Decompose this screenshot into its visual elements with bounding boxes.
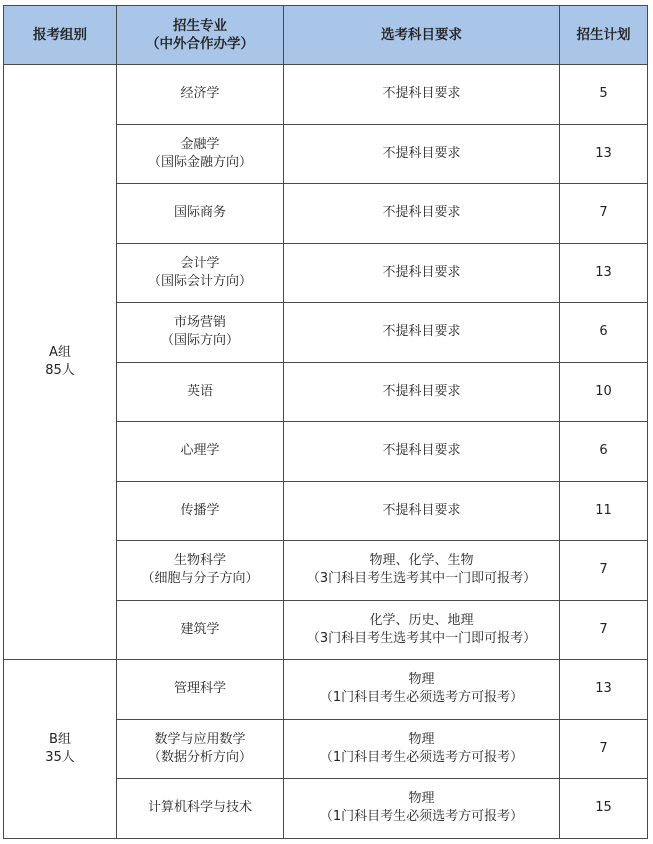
major-text: 市场营销 xyxy=(173,315,226,331)
plan-cell: 10 xyxy=(560,362,648,422)
admission-table xyxy=(3,5,648,839)
group-cell xyxy=(4,65,117,660)
major-text: 数学与应用数学 xyxy=(154,731,246,747)
subject-text: 不提科目要求 xyxy=(382,383,461,399)
major-cell xyxy=(117,243,284,303)
major-text: 金融学 xyxy=(180,136,220,152)
group-name: B组 xyxy=(49,731,71,747)
major-cell xyxy=(117,541,284,601)
subject-cell xyxy=(284,541,560,601)
subject-text: （3门科目考生选考其中一门即可报考） xyxy=(306,630,537,646)
major-text: 经济学 xyxy=(180,86,220,102)
plan-cell: 5 xyxy=(560,65,648,125)
group-cell xyxy=(4,660,117,839)
major-text: 国际商务 xyxy=(173,205,226,221)
plan-cell: 7 xyxy=(560,600,648,660)
plan-cell: 6 xyxy=(560,303,648,363)
major-cell xyxy=(117,184,284,244)
major-text: 计算机科学与技术 xyxy=(147,800,252,816)
subject-cell xyxy=(284,243,560,303)
plan-cell: 11 xyxy=(560,481,648,541)
major-text: （国际方向） xyxy=(160,333,239,349)
table-body xyxy=(4,65,648,839)
major-text: 传播学 xyxy=(180,502,220,518)
major-cell xyxy=(117,124,284,184)
subject-text: 不提科目要求 xyxy=(382,502,461,518)
header-plan: 招生计划 xyxy=(560,6,648,65)
major-cell xyxy=(117,303,284,363)
subject-cell xyxy=(284,481,560,541)
subject-cell xyxy=(284,660,560,720)
subject-cell xyxy=(284,779,560,839)
subject-text: 物理、化学、生物 xyxy=(369,553,474,569)
major-cell xyxy=(117,719,284,779)
header-major xyxy=(117,6,284,65)
subject-text: （1门科目考生必须选考方可报考） xyxy=(319,809,524,825)
major-text: 心理学 xyxy=(180,443,220,459)
major-text: （数据分析方向） xyxy=(147,749,252,765)
plan-cell: 7 xyxy=(560,184,648,244)
subject-text: 物理 xyxy=(408,672,435,688)
major-cell xyxy=(117,65,284,125)
major-cell xyxy=(117,600,284,660)
header-subject: 选考科目要求 xyxy=(284,6,560,65)
subject-cell xyxy=(284,422,560,482)
plan-cell: 13 xyxy=(560,124,648,184)
group-count: 85人 xyxy=(45,363,75,378)
major-cell xyxy=(117,660,284,720)
subject-text: 不提科目要求 xyxy=(382,443,461,459)
subject-cell xyxy=(284,65,560,125)
subject-text: 物理 xyxy=(408,791,435,807)
major-cell xyxy=(117,779,284,839)
table-row xyxy=(4,660,648,720)
plan-cell: 13 xyxy=(560,660,648,720)
header-major-line1: 招生专业 xyxy=(173,18,227,34)
plan-cell: 13 xyxy=(560,243,648,303)
header-major-line2: （中外合作办学） xyxy=(146,36,254,52)
plan-cell: 7 xyxy=(560,541,648,601)
subject-text: （1门科目考生必须选考方可报考） xyxy=(319,749,524,765)
major-text: 生物科学 xyxy=(173,553,226,569)
major-text: 管理科学 xyxy=(173,681,226,697)
major-cell xyxy=(117,481,284,541)
major-cell xyxy=(117,362,284,422)
subject-cell xyxy=(284,303,560,363)
major-text: （国际会计方向） xyxy=(147,273,252,289)
major-text: （细胞与分子方向） xyxy=(141,571,259,587)
subject-text: 不提科目要求 xyxy=(382,145,461,161)
subject-text: 不提科目要求 xyxy=(382,264,461,280)
subject-cell xyxy=(284,362,560,422)
subject-text: （1门科目考生必须选考方可报考） xyxy=(319,690,524,706)
subject-text: 不提科目要求 xyxy=(382,324,461,340)
table-row xyxy=(4,65,648,125)
major-text: 英语 xyxy=(186,383,213,399)
subject-cell xyxy=(284,600,560,660)
subject-cell xyxy=(284,719,560,779)
header-group: 报考组别 xyxy=(4,6,117,65)
plan-cell: 7 xyxy=(560,719,648,779)
subject-cell xyxy=(284,184,560,244)
subject-text: 物理 xyxy=(408,731,435,747)
subject-text: 不提科目要求 xyxy=(382,205,461,221)
group-count: 35人 xyxy=(45,749,75,765)
plan-cell: 15 xyxy=(560,779,648,839)
major-text: 建筑学 xyxy=(180,621,220,637)
subject-cell xyxy=(284,124,560,184)
subject-text: 不提科目要求 xyxy=(382,86,461,102)
plan-cell: 6 xyxy=(560,422,648,482)
subject-text: 化学、历史、地理 xyxy=(369,612,474,628)
group-name: A组 xyxy=(49,345,71,360)
major-cell xyxy=(117,422,284,482)
major-text: （国际金融方向） xyxy=(147,154,252,170)
subject-text: （3门科目考生选考其中一门即可报考） xyxy=(306,571,537,587)
major-text: 会计学 xyxy=(180,255,220,271)
table-header-row xyxy=(4,6,648,65)
